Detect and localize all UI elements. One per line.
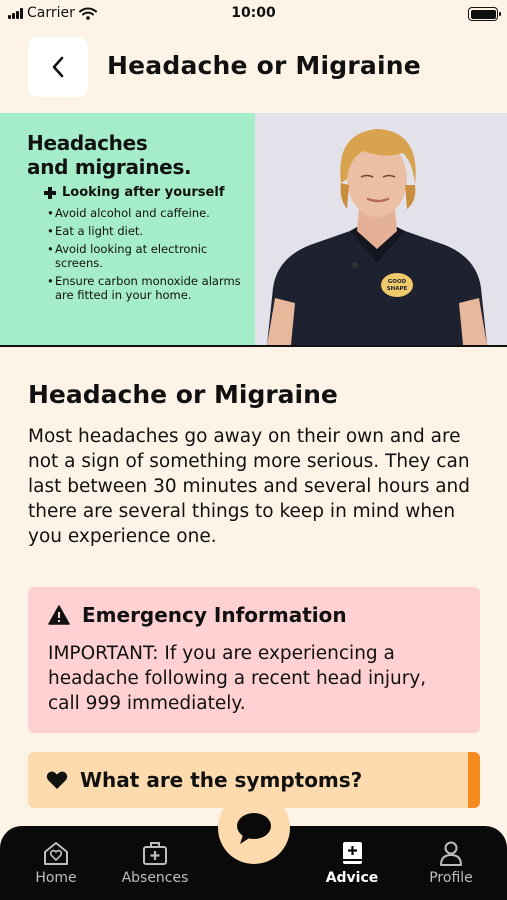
book-plus-icon bbox=[338, 840, 366, 866]
home-icon bbox=[42, 840, 70, 866]
list-item: • Avoid looking at electronic screens. bbox=[47, 242, 257, 270]
chevron-left-icon bbox=[51, 56, 65, 78]
section-heading: Headache or Migraine bbox=[28, 380, 338, 409]
video-title-line2: and migraines. bbox=[27, 155, 192, 179]
list-item: • Eat a light diet. bbox=[47, 224, 257, 238]
emergency-body: IMPORTANT: If you are experiencing a headache following a recent head injury, call 999 immediately. bbox=[48, 643, 427, 714]
symptoms-label: What are the symptoms? bbox=[80, 768, 363, 792]
symptoms-accent-bar bbox=[468, 752, 480, 808]
user-icon bbox=[437, 840, 465, 866]
nav-label-profile: Profile bbox=[429, 870, 473, 886]
advice-video[interactable] bbox=[0, 113, 507, 347]
emergency-title: Emergency Information bbox=[82, 603, 347, 627]
warning-icon bbox=[48, 605, 70, 625]
nav-item-advice[interactable] bbox=[307, 840, 397, 886]
list-item: • Ensure carbon monoxide alarms are fitted in your home. bbox=[47, 274, 257, 302]
intro-text: Most headaches go away on their own and are not a sign of something more serious. They can last between 30 minutes and several hours and there are several things to keep in mind when you experience one. bbox=[28, 426, 471, 547]
nav-label-absences: Absences bbox=[121, 870, 189, 886]
presenter-image bbox=[255, 113, 507, 345]
video-tips-list bbox=[47, 206, 255, 302]
page-title: Headache or Migraine bbox=[107, 51, 421, 80]
shirt-badge-text: GOOD bbox=[387, 279, 407, 285]
nav-label-advice: Advice bbox=[325, 870, 379, 886]
presenter-illustration bbox=[255, 113, 507, 345]
emergency-card bbox=[28, 587, 480, 733]
header bbox=[0, 37, 507, 97]
emergency-title-row bbox=[48, 603, 460, 627]
chat-button[interactable] bbox=[218, 792, 290, 864]
status-bar bbox=[0, 0, 507, 28]
svg-text:SHAPE: SHAPE bbox=[386, 286, 408, 292]
video-text-panel bbox=[0, 113, 255, 345]
heart-icon bbox=[46, 770, 68, 790]
nav-item-absences[interactable] bbox=[110, 840, 200, 886]
carrier-label: Carrier bbox=[27, 5, 75, 21]
list-item: • Avoid alcohol and caffeine. bbox=[47, 206, 257, 220]
video-title-line1: Headaches bbox=[27, 131, 148, 155]
status-time: 10:00 bbox=[231, 5, 276, 21]
nav-item-profile[interactable] bbox=[406, 840, 496, 886]
plus-icon bbox=[44, 187, 56, 199]
video-subtitle bbox=[44, 185, 255, 200]
nav-item-home[interactable] bbox=[11, 840, 101, 886]
chat-bubble-icon bbox=[235, 811, 273, 845]
medical-bag-icon bbox=[141, 840, 169, 866]
nav-label-home: Home bbox=[35, 870, 77, 886]
battery-icon bbox=[468, 7, 498, 21]
video-subtitle-label: Looking after yourself bbox=[62, 185, 225, 200]
back-button[interactable] bbox=[28, 37, 88, 97]
